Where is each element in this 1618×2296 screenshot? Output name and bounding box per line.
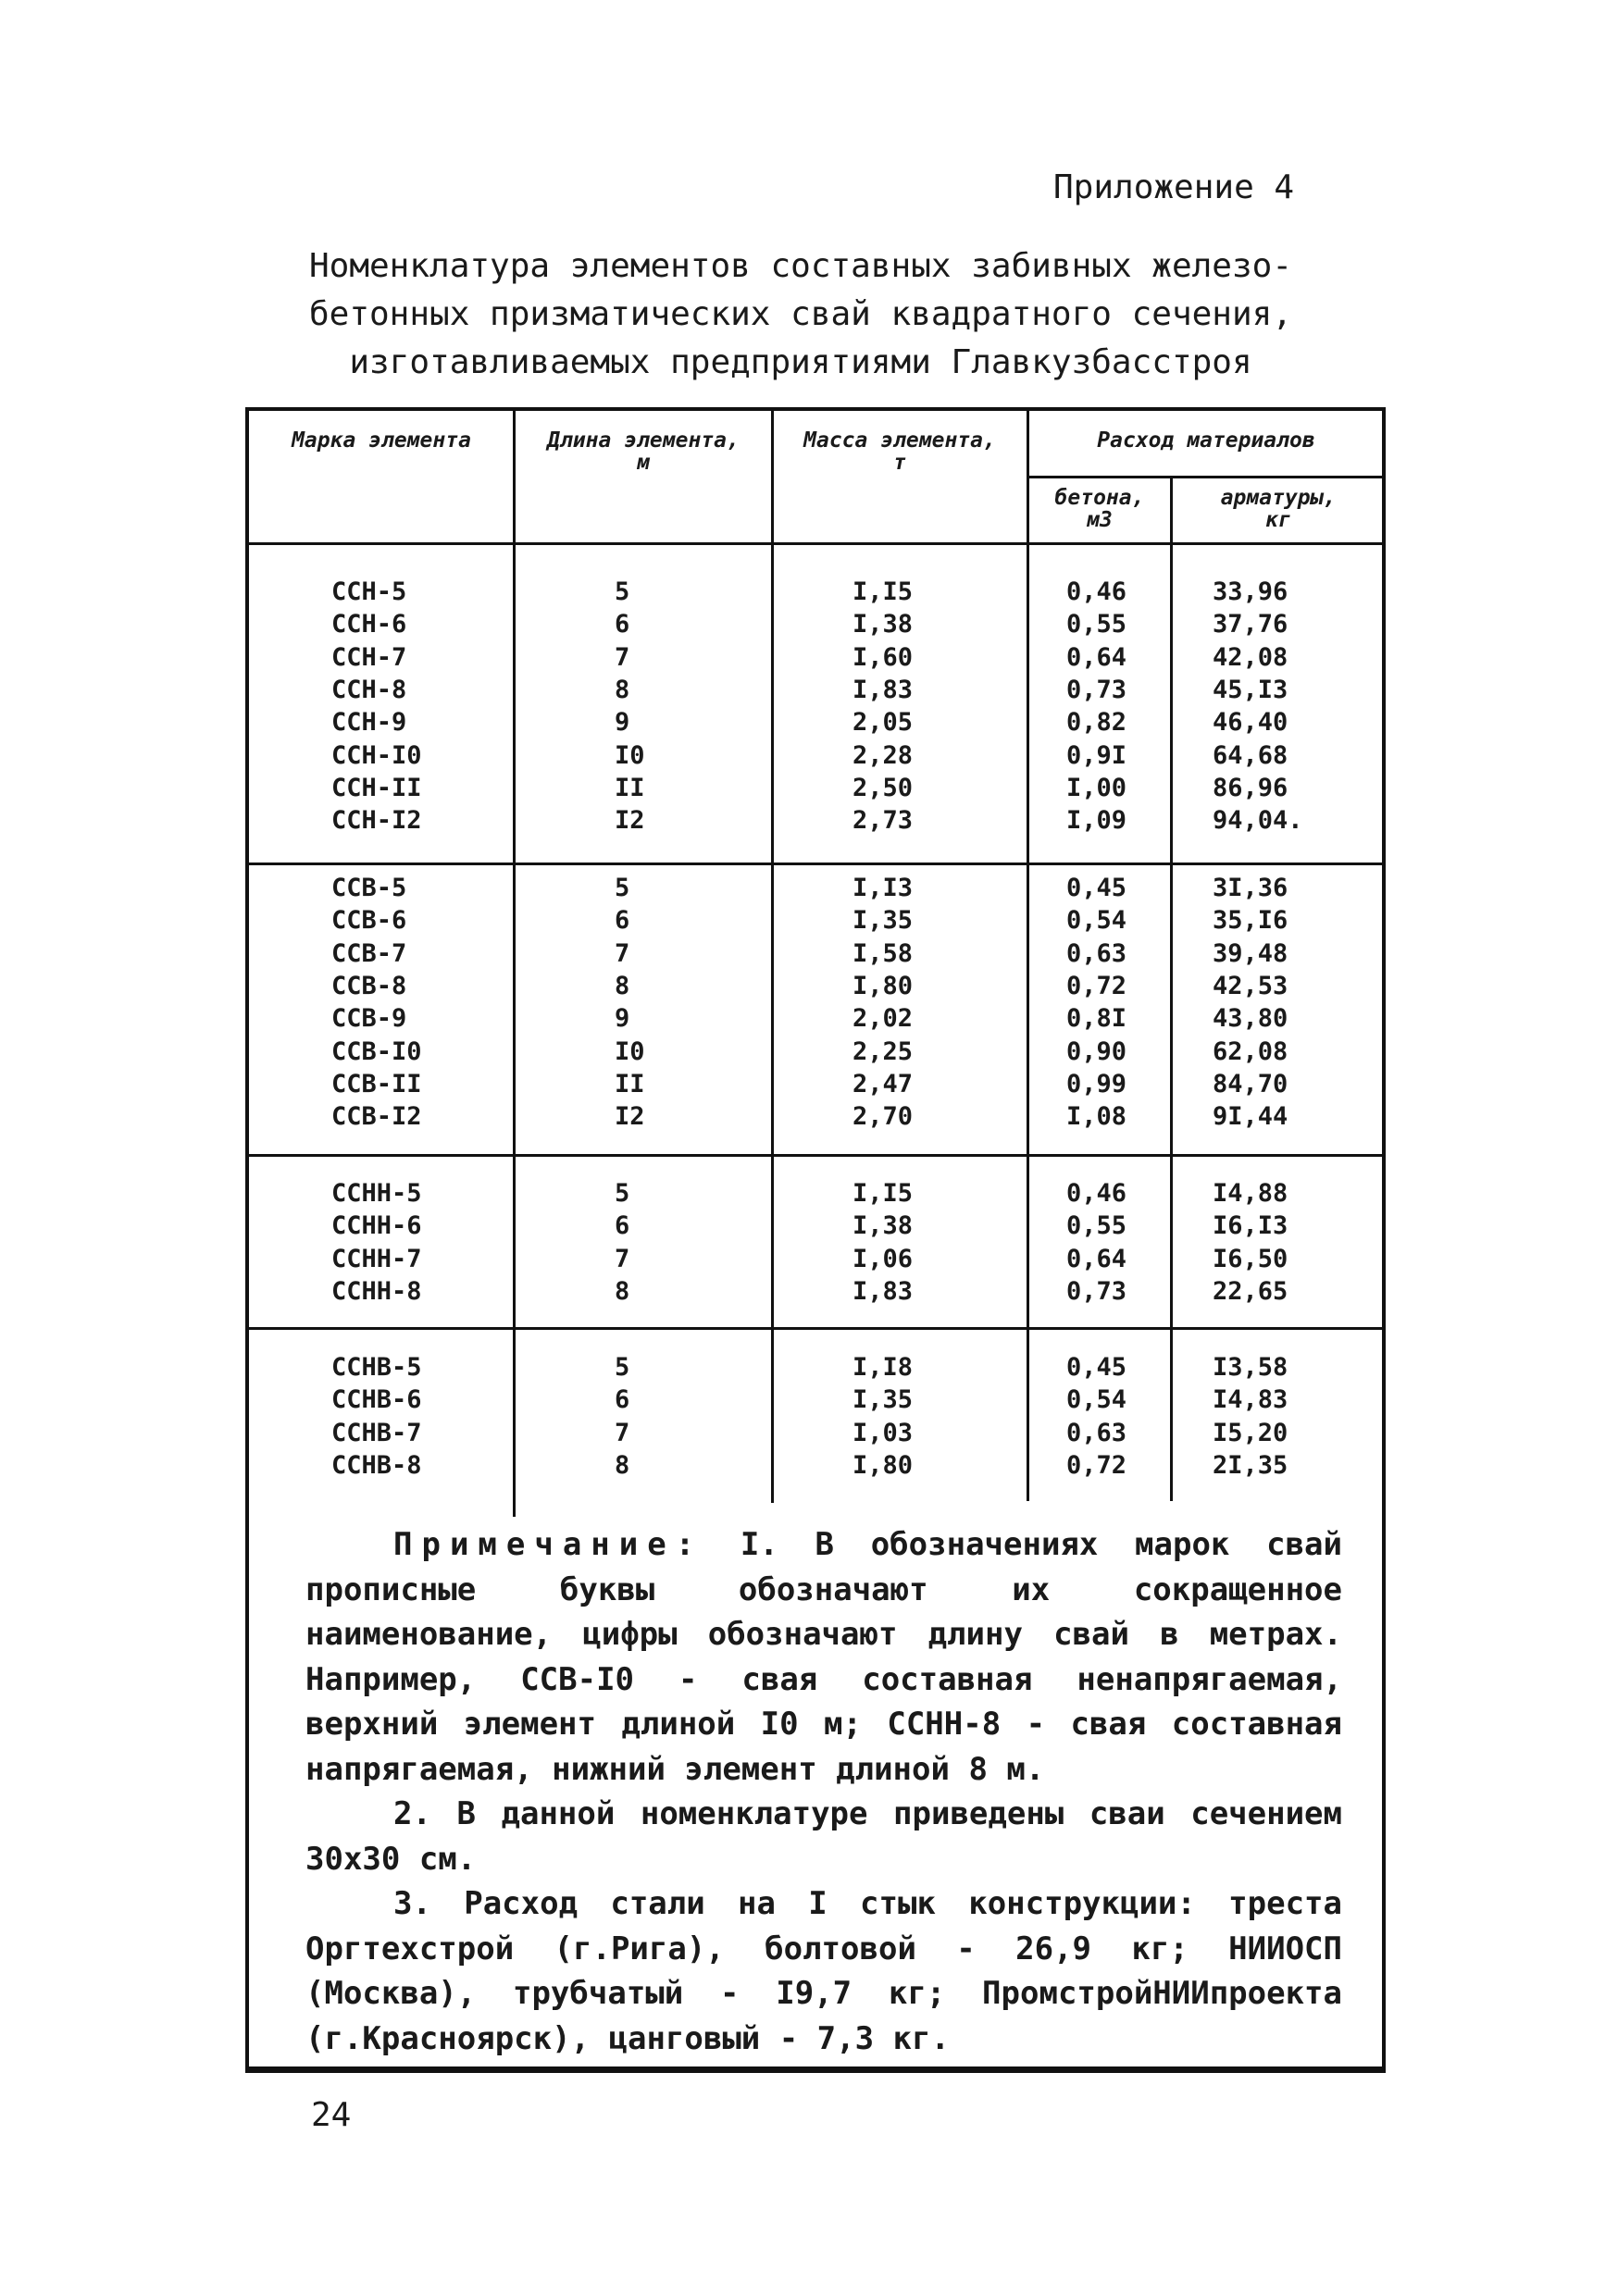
table-cell-concrete: 0,54 [1066,906,1127,936]
notes-label: Примечание: [393,1526,704,1563]
table-cell-rebar: 39,48 [1213,938,1288,968]
header-length-label: Длина элемента, [547,428,740,453]
table-cell-mark: ССН-6 [331,610,407,639]
table-cell-concrete: I,09 [1066,806,1127,836]
table-cell-rebar: 46,40 [1213,708,1288,738]
table-cell-length: I2 [615,806,645,836]
header-mass [775,429,1025,474]
table-cell-rebar: 84,70 [1213,1069,1288,1098]
table-cell-length: 7 [615,1418,630,1447]
table-cell-rebar: 33,96 [1213,577,1288,606]
table-cell-concrete: 0,90 [1066,1036,1127,1066]
note-1-text: I. В обозначениях марок свай прописные буквы обозначают их сокращенное наименование, цифры обозначают длину свай в метрах. Например, ССВ-I0 - свая составная ненапрягаемая, верхний элемент длиной I0 м; ССНН-8 - свая составная напрягаемая, нижний элемент длиной 8 м. [305,1526,1342,1788]
table-cell-concrete: 0,55 [1066,610,1127,639]
table-cell-mark: ССНН-5 [331,1179,422,1208]
table-cell-length: 6 [615,1211,630,1241]
group-separator [248,863,1383,865]
table-cell-rebar: 37,76 [1213,610,1288,639]
table-cell-concrete: 0,72 [1066,1450,1127,1480]
table-cell-length: I0 [615,740,645,770]
table-cell-mark: ССН-I0 [331,740,422,770]
table-cell-concrete: 0,82 [1066,708,1127,738]
table-cell-rebar: 62,08 [1213,1036,1288,1066]
title-line: бетонных призматических свай квадратного сечения, [308,295,1293,333]
table-cell-rebar: I4,83 [1213,1385,1288,1415]
group-separator [248,1327,1383,1330]
table-cell-concrete: 0,73 [1066,675,1127,704]
table-cell-length: 7 [615,642,630,672]
table-cell-mark: ССНН-7 [331,1244,422,1273]
table-cell-length: 5 [615,577,630,606]
column-divider [513,411,516,1517]
table-cell-concrete: 0,54 [1066,1385,1127,1415]
header-consumption: Расход материалов [1097,428,1315,453]
table-cell-mass: I,80 [853,971,914,1000]
table-cell-length: 6 [615,1385,630,1415]
table-cell-length: I2 [615,1102,645,1132]
table-cell-rebar: 35,I6 [1213,906,1288,936]
table-cell-mark: ССВ-5 [331,874,407,902]
header-concrete [1030,487,1169,531]
table-cell-mass: I,I3 [853,874,914,902]
table-cell-concrete: 0,72 [1066,971,1127,1000]
table-cell-mass: I,38 [853,1211,914,1241]
table-cell-mark: ССНВ-5 [331,1353,422,1382]
table-cell-mass: I,35 [853,906,914,936]
table-cell-mark: ССН-5 [331,577,407,606]
header-bottom-line [248,542,1383,545]
table-cell-mark: ССНВ-7 [331,1418,422,1447]
table-cell-length: 8 [615,1450,630,1480]
table-cell-mark: ССНВ-8 [331,1450,422,1480]
table-cell-mass: 2,05 [853,708,914,738]
table-cell-mass: I,35 [853,1385,914,1415]
table-cell-mass: I,06 [853,1244,914,1273]
table-cell-rebar: 22,65 [1213,1276,1288,1306]
table-cell-mark: ССВ-II [331,1069,422,1098]
table-cell-mass: I,03 [853,1418,914,1447]
table-cell-length: 5 [615,1353,630,1382]
header-mark: Марка элемента [292,428,471,453]
table-cell-mass: 2,73 [853,806,914,836]
table-cell-mass: I,60 [853,642,914,672]
table-cell-mark: ССНВ-6 [331,1385,422,1415]
table-cell-rebar: I6,50 [1213,1244,1288,1273]
table-cell-mass: I,58 [853,938,914,968]
table-cell-rebar: 45,I3 [1213,675,1288,704]
table-cell-concrete: 0,46 [1066,577,1127,606]
table-cell-rebar: I6,I3 [1213,1211,1288,1241]
table-cell-concrete: 0,99 [1066,1069,1127,1098]
group-separator [248,1154,1383,1157]
table-cell-mass: 2,28 [853,740,914,770]
note-3: 3. Расход стали на I стык конструкции: треста Оргтехстрой (г.Рига), болтовой - 26,9 кг; НИИОСП (Москва), трубчатый - I9,7 кг; ПромстройНИИпроекта (г.Красноярск), цанговый - 7,3 кг. [305,1885,1342,2057]
table-cell-mass: I,38 [853,610,914,639]
table-cell-concrete: 0,55 [1066,1211,1127,1241]
table-cell-rebar: 3I,36 [1213,874,1288,902]
table-cell-rebar: 94,04. [1213,806,1303,836]
header-concrete-label: бетона, [1054,486,1145,510]
table-cell-rebar: 9I,44 [1213,1102,1288,1132]
table-cell-mass: I,I8 [853,1353,914,1382]
table-cell-concrete: 0,45 [1066,874,1127,902]
table-cell-concrete: 0,64 [1066,1244,1127,1273]
appendix-label: Приложение 4 [1053,168,1295,206]
table-cell-mass: 2,70 [853,1102,914,1132]
table-cell-mass: 2,50 [853,773,914,802]
table-cell-concrete: 0,8I [1066,1004,1127,1034]
table-cell-mass: I,80 [853,1450,914,1480]
table-cell-rebar: 43,80 [1213,1004,1288,1034]
table-cell-concrete: 0,63 [1066,938,1127,968]
table-cell-mark: ССН-9 [331,708,407,738]
table-cell-mark: ССН-II [331,773,422,802]
table-cell-concrete: 0,63 [1066,1418,1127,1447]
table-cell-mark: ССВ-9 [331,1004,407,1034]
note-2: 2. В данной номенклатуре приведены сваи сечением 30х30 см. [305,1795,1342,1878]
table-cell-length: 8 [615,675,630,704]
table-cell-length: 6 [615,906,630,936]
table-cell-mass: I,83 [853,1276,914,1306]
header-rebar [1174,487,1383,531]
table-cell-mass: I,I5 [853,577,914,606]
header-length-unit: м [637,451,650,475]
table-cell-mark: ССН-I2 [331,806,422,836]
table-cell-mass: 2,47 [853,1069,914,1098]
column-divider [771,411,774,1503]
table-cell-rebar: I3,58 [1213,1353,1288,1382]
table-cell-length: 7 [615,1244,630,1273]
table-cell-concrete: 0,9I [1066,740,1127,770]
title-line: изготавливаемых предприятиями Главкузбасстроя [349,343,1252,381]
table-cell-mass: I,83 [853,675,914,704]
table-cell-length: I0 [615,1036,645,1066]
table-cell-rebar: I4,88 [1213,1179,1288,1208]
table-cell-length: 8 [615,971,630,1000]
column-divider [1027,411,1029,1501]
header-divider [1027,476,1383,478]
note-1 [305,1522,1342,1792]
table-cell-mass: I,I5 [853,1179,914,1208]
table-cell-mass: 2,02 [853,1004,914,1034]
header-concrete-unit: м3 [1087,508,1113,532]
table-cell-mark: ССВ-I2 [331,1102,422,1132]
table-cell-length: 7 [615,938,630,968]
table-cell-rebar: 42,53 [1213,971,1288,1000]
table-cell-concrete: 0,45 [1066,1353,1127,1382]
notes [305,1522,1342,2061]
title-line: Номенклатура элементов составных забивных железо- [308,247,1293,285]
table-cell-length: 9 [615,1004,630,1034]
table-cell-mark: ССВ-7 [331,938,407,968]
table-cell-concrete: 0,73 [1066,1276,1127,1306]
table-cell-rebar: 64,68 [1213,740,1288,770]
table-cell-rebar: 86,96 [1213,773,1288,802]
header-length [517,429,770,474]
table-cell-rebar: I5,20 [1213,1418,1288,1447]
document-title [278,242,1324,387]
table-cell-mass: 2,25 [853,1036,914,1066]
table-cell-concrete: I,00 [1066,773,1127,802]
table-cell-length: 5 [615,874,630,902]
table-cell-mark: ССВ-8 [331,971,407,1000]
table-cell-length: 9 [615,708,630,738]
header-rebar-unit: кг [1265,508,1291,532]
table-cell-concrete: 0,64 [1066,642,1127,672]
table-cell-mark: ССНН-6 [331,1211,422,1241]
table-cell-length: 8 [615,1276,630,1306]
header-mass-unit: т [893,451,906,475]
column-divider [1170,476,1173,1501]
table-cell-mark: ССН-7 [331,642,407,672]
table-cell-mark: ССВ-6 [331,906,407,936]
table-cell-concrete: I,08 [1066,1102,1127,1132]
table-cell-rebar: 2I,35 [1213,1450,1288,1480]
header-rebar-label: арматуры, [1220,486,1337,510]
page-number: 24 [311,2096,352,2134]
header-mass-label: Масса элемента, [803,428,996,453]
table-cell-length: II [615,1069,645,1098]
table-cell-mark: ССНН-8 [331,1276,422,1306]
table-cell-mark: ССН-8 [331,675,407,704]
table-cell-rebar: 42,08 [1213,642,1288,672]
table-cell-length: 6 [615,610,630,639]
table-cell-mark: ССВ-I0 [331,1036,422,1066]
table-cell-concrete: 0,46 [1066,1179,1127,1208]
table-cell-length: II [615,773,645,802]
table-cell-length: 5 [615,1179,630,1208]
